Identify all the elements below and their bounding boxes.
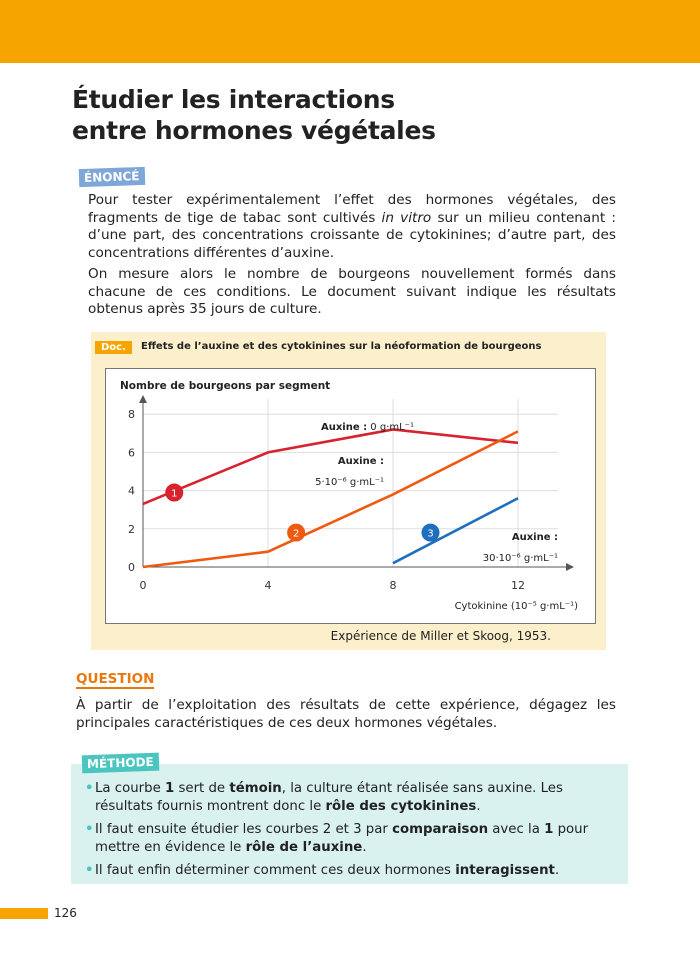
text: , la culture étant réalisée sans auxine. Les résultats fournis montrent donc le (95, 781, 563, 814)
text-bold: 1 (164, 781, 175, 796)
chart-box (105, 368, 596, 624)
y-tick-label: 8 (128, 408, 135, 422)
text-italic: in vitro (381, 209, 432, 226)
text: . (554, 863, 560, 878)
header-bar (0, 0, 700, 63)
page-number: 126 (54, 906, 77, 920)
series-number: 1 (171, 488, 178, 500)
y-tick-label: 4 (128, 484, 135, 498)
y-tick-label: 0 (128, 561, 135, 574)
text: pour mettre en évidence le (95, 822, 589, 855)
y-axis-arrow (139, 395, 147, 403)
methode-item (85, 780, 615, 815)
source-caption: Expérience de Miller et Skoog, 1953. (330, 629, 551, 643)
methode-item (85, 862, 615, 880)
methode-list (85, 780, 615, 886)
label-value: 0 g·mL⁻¹ (367, 422, 414, 433)
text: Pour tester expérimentalement l’effet des hormones végétales, des fragments de tige de tabac sont cultivés (88, 192, 616, 226)
footer-bar (0, 908, 48, 919)
series-line-1 (143, 429, 518, 503)
series-number: 2 (292, 528, 300, 540)
x-tick-label: 4 (264, 579, 272, 592)
x-axis-arrow (566, 563, 574, 571)
series-label: Auxine : (511, 532, 558, 543)
chart (106, 369, 595, 623)
text-bold: témoin (229, 781, 282, 796)
doc-title: Effets de l’auxine et des cytokinines sur la néoformation de bourgeons (141, 341, 542, 352)
text: Il faut ensuite étudier les courbes 2 et 3 par (95, 822, 393, 837)
text: sur un milieu contenant : d’une part, des concentrations croissante de cytokinines; d’autre part, des concentrations différentes d’auxine. (88, 209, 617, 261)
enonce-paragraph-2: On mesure alors le nombre de bourgeons nouvellement formés dans chacune de ces conditions. Le document suivant indique les résultats obtenus après 35 jours de culture. (88, 266, 616, 317)
question-label: QUESTION (76, 671, 155, 687)
text-bold: interagissent (455, 863, 555, 878)
text-bold: rôle des cytokinines (325, 798, 477, 814)
text-bold: 1 (544, 822, 554, 837)
methode-badge: MÉTHODE (82, 753, 159, 774)
methode-item (85, 821, 615, 856)
series-label (321, 422, 414, 433)
x-axis-label: Cytokinine (10⁻⁵ g·mL⁻¹) (454, 601, 578, 612)
text: La courbe (95, 781, 165, 796)
enonce-badge: ÉNONCÉ (79, 167, 145, 187)
page-title (72, 84, 436, 146)
series-label: Auxine : (337, 456, 384, 467)
text: . (476, 798, 481, 814)
text-bold: rôle de l’auxine (245, 839, 363, 855)
question-text: À partir de l’exploitation des résultats de cette expérience, dégagez les principales caractéristiques de ces deux hormones végétales. (76, 697, 616, 731)
methode-box (71, 764, 628, 884)
series-line-2 (143, 431, 518, 567)
text: . (362, 839, 367, 855)
series-number: 3 (427, 528, 434, 540)
x-tick-label: 12 (511, 579, 525, 592)
text: sert de (174, 781, 230, 796)
series-label-value: 30·10⁻⁶ g·mL⁻¹ (482, 553, 558, 564)
y-tick-label: 2 (128, 522, 135, 536)
series-label-value: 5·10⁻⁶ g·mL⁻¹ (315, 477, 384, 488)
text: Il faut enfin déterminer comment ces deux hormones (95, 863, 456, 878)
doc-tag: Doc. (95, 341, 132, 354)
title-line: entre hormones végétales (72, 116, 436, 145)
document-panel (91, 332, 606, 650)
y-axis-label: Nombre de bourgeons par segment (120, 380, 331, 392)
enonce-paragraph-1 (88, 192, 616, 262)
x-tick-label: 0 (139, 579, 147, 592)
label-bold: Auxine : (321, 422, 368, 433)
text-bold: comparaison (392, 822, 489, 837)
title-line: Étudier les interactions (72, 85, 395, 114)
text: avec la (488, 822, 545, 837)
y-tick-label: 6 (128, 446, 135, 460)
x-tick-label: 8 (389, 579, 397, 592)
